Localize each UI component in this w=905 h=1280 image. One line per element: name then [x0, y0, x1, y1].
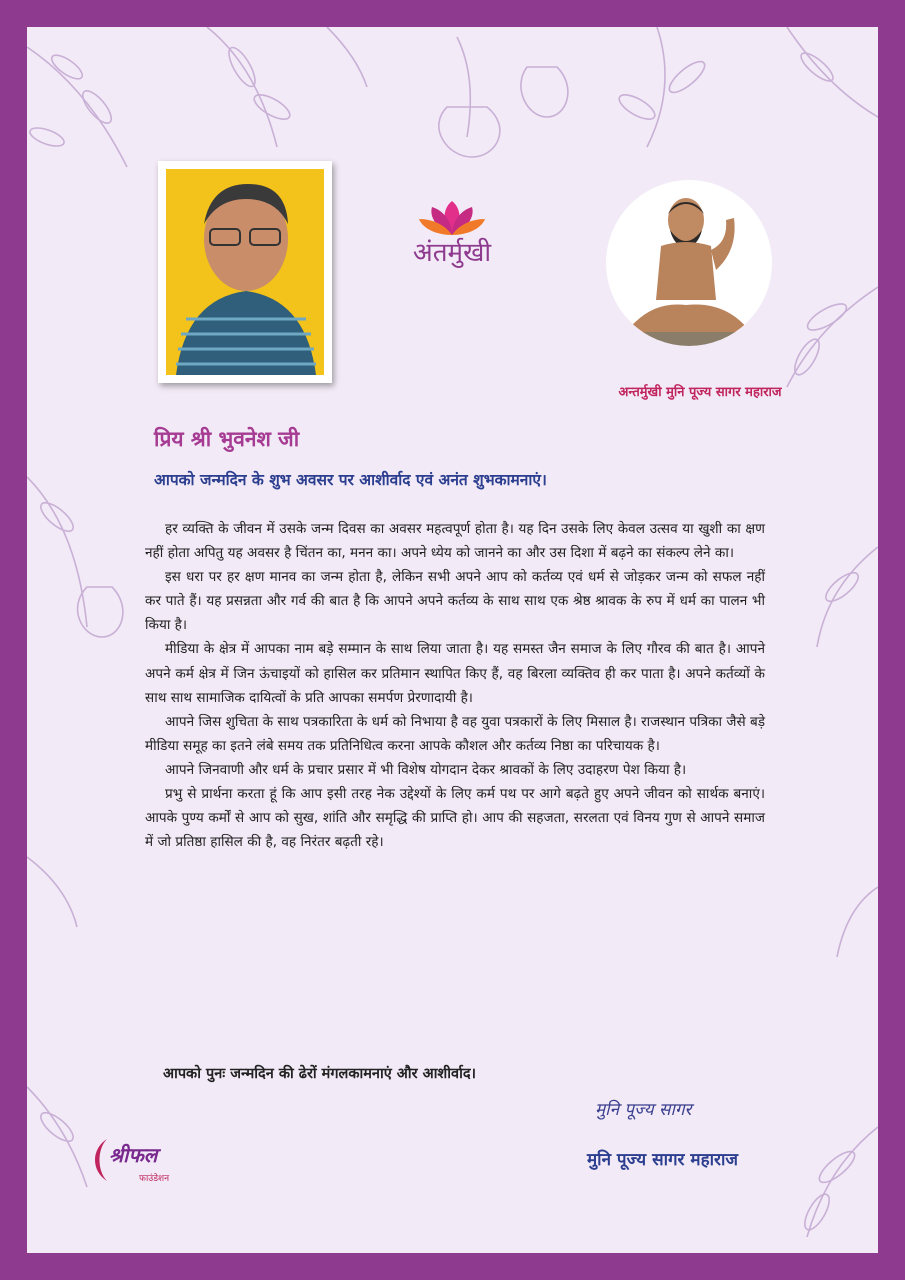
paragraph: मीडिया के क्षेत्र में आपका नाम बड़े सम्मान के साथ लिया जाता है। यह समस्त जैन समाज के लिए गौरव की बात है। आपने अपने कर्म क्षेत्र में जिन ऊंचाइयों को हासिल कर प्रतिमान स्थापित किए हैं, वह बिरला व्यक्तिव ही कर पाता है। अपने कर्तव्यों के साथ साथ सामाजिक दायित्वों के प्रति आपका समर्पण प्रेरणादायी है। [145, 641, 765, 706]
guru-caption: अन्तर्मुखी मुनि पूज्य सागर महाराज [618, 385, 782, 400]
recipient-photo [166, 169, 324, 375]
paragraph: हर व्यक्ति के जीवन में उसके जन्म दिवस का अवसर महत्वपूर्ण होता है। यह दिन उसके लिए केवल उत्सव या खुशी का क्षण नहीं होता अपितु यह अवसर है चिंतन का, मनन का। अपने ध्येय को जानने का और उस दिशा में बढ़ने का संकल्प लेने का। [145, 521, 765, 562]
paragraph: आपने जिनवाणी और धर्म के प्रचार प्रसार में भी विशेष योगदान देकर श्रावकों के लिए उदाहरण पेश किया है। [165, 761, 687, 778]
logo-text: अंतर्मुखी [412, 238, 492, 268]
handwritten-signature: मुनि पूज्य सागर [595, 1100, 692, 1120]
antarmukhi-logo [397, 199, 507, 279]
letter-page [27, 27, 878, 1253]
closing-wishes: आपको पुनः जन्मदिन की ढेरों मंगलकामनाएं और आशीर्वाद। [163, 1066, 477, 1082]
greeting-subtitle: आपको जन्मदिन के शुभ अवसर पर आशीर्वाद एवं अनंत शुभकामनाएं। [154, 471, 547, 489]
paragraph: इस धरा पर हर क्षण मानव का जन्म होता है, लेकिन सभी अपने आप को कर्तव्य एवं धर्म से जोड़कर जन्म को सफल नहीं कर पाते हैं। यह प्रसन्नता और गर्व की बात है कि आपने अपने कर्तव्य के साथ साथ एक श्रेष्ठ श्रावक के रुप में धर्म का पालन भी किया है। [145, 569, 765, 634]
foundation-sub: फाउंडेशन [139, 1174, 170, 1184]
recipient-photo-frame [158, 161, 332, 383]
foundation-mark-icon [87, 1135, 111, 1185]
guru-portrait [606, 180, 772, 346]
signer-name: मुनि पूज्य सागर महाराज [587, 1150, 738, 1170]
paragraph: प्रभु से प्रार्थना करता हूं कि आप इसी तरह नेक उद्देश्यों के लिए कर्म पथ पर आगे बढ़ते हुए अपने जीवन को सार्थक बनाएं। आपके पुण्य कर्मों से आप को सुख, शांति और समृद्धि की प्राप्ति हो। आप की सहजता, सरलता एवं विनय गुण से आपने समाज में जो प्रतिष्ठा हासिल की है, वह निरंतर बढ़ती रहे। [145, 786, 765, 851]
foundation-name: श्रीफल [109, 1143, 158, 1167]
paragraph: आपने जिस शुचिता के साथ पत्रकारिता के धर्म को निभाया है वह युवा पत्रकारों के लिए मिसाल है। राजस्थान पत्रिका जैसे बड़े मीडिया समूह का इतने लंबे समय तक प्रतिनिधित्व करना आपके कौशल और कर्तव्य निष्ठा का परिचायक है। [145, 713, 765, 754]
letter-body [145, 517, 765, 854]
recipient-greeting: प्रिय श्री भुवनेश जी [154, 427, 300, 451]
shreefal-foundation-logo [87, 1135, 207, 1195]
